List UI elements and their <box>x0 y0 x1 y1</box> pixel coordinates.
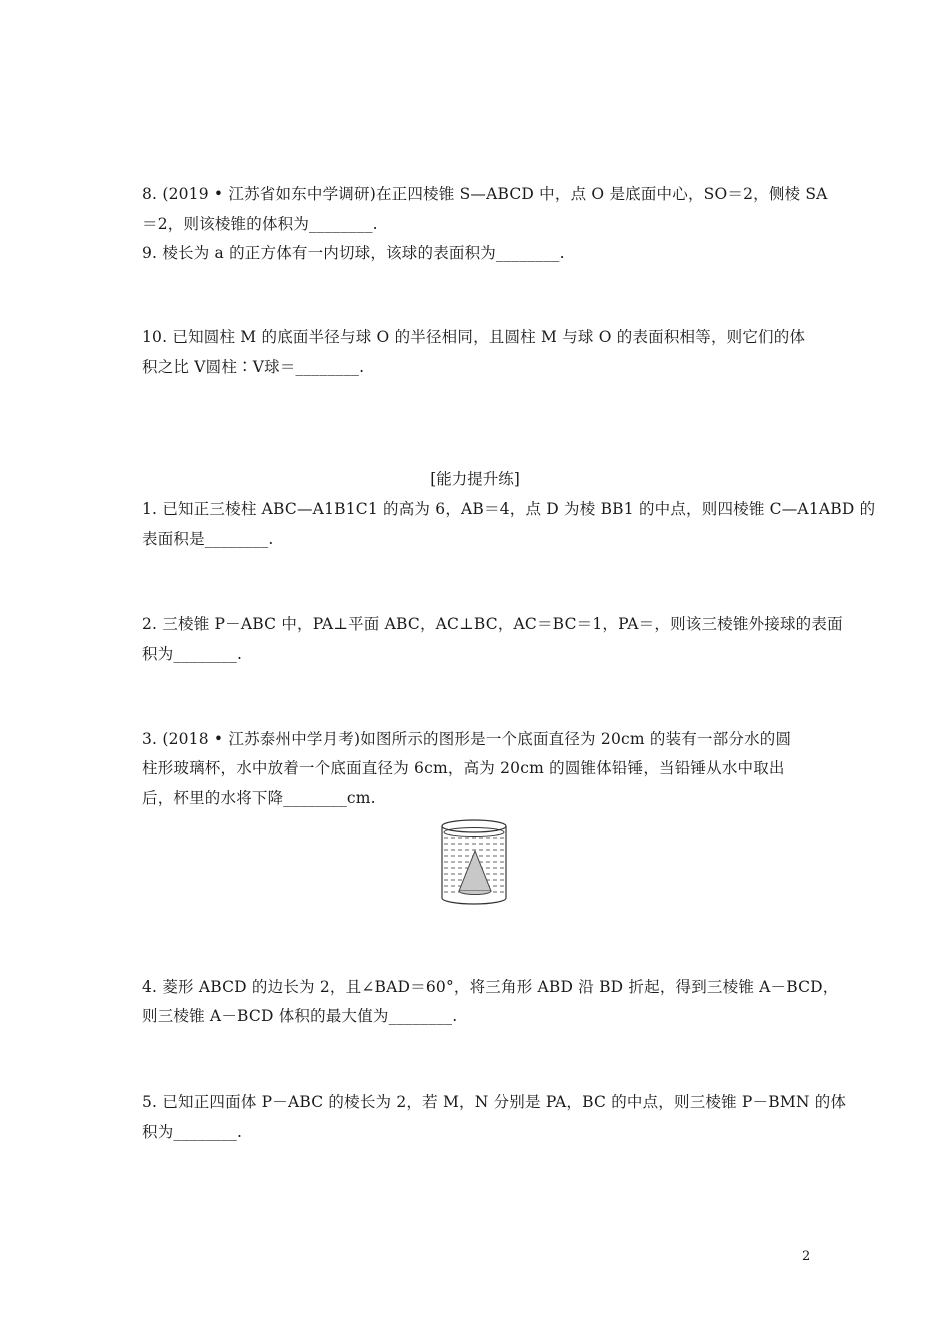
problem-8-line-2: ＝2，则该棱锥的体积为________. <box>142 215 378 233</box>
cylinder-cone-figure <box>438 818 512 906</box>
section-heading: [能力提升练] <box>430 470 520 488</box>
problem-8-line-1: 8. (2019 • 江苏省如东中学调研)在正四棱锥 S—ABCD 中，点 O 是底面中心，SO＝2，侧棱 SA <box>142 185 828 203</box>
advanced-5-line-1: 5. 已知正四面体 P－ABC 的棱长为 2，若 M，N 分别是 PA，BC 的中点，则三棱锥 P－BMN 的体 <box>142 1093 847 1111</box>
cylinder-bottom <box>442 898 506 904</box>
problem-10-line-2: 积之比 V圆柱∶V球＝________. <box>142 358 365 376</box>
advanced-2-line-2: 积为________. <box>142 645 243 663</box>
problem-10-line-1: 10. 已知圆柱 M 的底面半径与球 O 的半径相同，且圆柱 M 与球 O 的表面积相等，则它们的体 <box>142 328 806 346</box>
advanced-3-line-2: 柱形玻璃杯，水中放着一个底面直径为 6cm，高为 20cm 的圆锥体铅锤，当铅锤从水中取出 <box>142 759 785 777</box>
advanced-3-line-1: 3. (2018 • 江苏泰州中学月考)如图所示的图形是一个底面直径为 20cm 的装有一部分水的圆 <box>142 730 792 748</box>
advanced-1-line-1: 1. 已知正三棱柱 ABC—A1B1C1 的高为 6，AB＝4，点 D 为棱 BB1 的中点，则四棱锥 C—A1ABD 的 <box>142 500 876 518</box>
page-number: 2 <box>802 1249 811 1264</box>
advanced-4-line-2: 则三棱锥 A－BCD 体积的最大值为________. <box>142 1007 458 1025</box>
problem-9-line-1: 9. 棱长为 a 的正方体有一内切球，该球的表面积为________. <box>142 244 565 262</box>
advanced-4-line-1: 4. 菱形 ABCD 的边长为 2，且∠BAD＝60°，将三角形 ABD 沿 BD 折起，得到三棱锥 A－BCD， <box>142 978 839 996</box>
cone <box>459 851 491 891</box>
advanced-3-line-3: 后，杯里的水将下降________cm. <box>142 789 376 807</box>
cylinder-top <box>442 820 506 832</box>
advanced-5-line-2: 积为________. <box>142 1123 243 1141</box>
advanced-1-line-2: 表面积是________. <box>142 530 274 548</box>
advanced-2-line-1: 2. 三棱锥 P－ABC 中，PA⊥平面 ABC，AC⊥BC，AC＝BC＝1，PA＝，则该三棱锥外接球的表面 <box>142 615 843 633</box>
cone-base <box>459 891 491 895</box>
